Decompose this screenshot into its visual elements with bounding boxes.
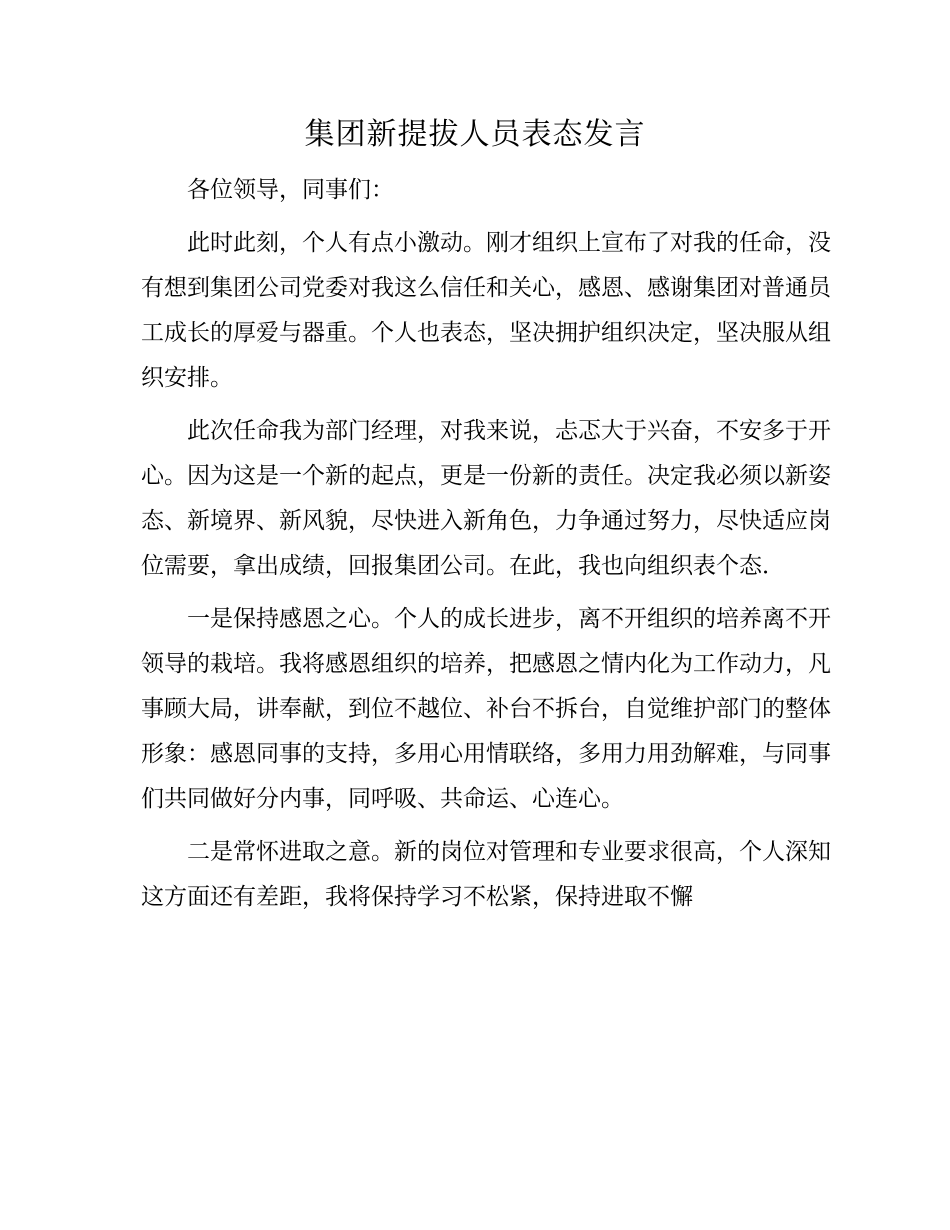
document-body bbox=[141, 168, 831, 928]
salutation: 各位领导，同事们： bbox=[187, 177, 394, 203]
document-title: 集团新提拔人员表态发言 bbox=[304, 117, 646, 152]
paragraph-4: 二是常怀进取之意。新的岗位对管理和专业要求很高，个人深知这方面还有差距，我将保持学习不松紧，保持进取不懈 bbox=[141, 839, 831, 910]
paragraph-2: 此次任命我为部门经理，对我来说，忐忑大于兴奋，不安多于开心。因为这是一个新的起点，更是一份新的责任。决定我必须以新姿态、新境界、新风貌，尽快进入新角色，力争通过努力，尽快适应岗位需要，拿出成绩，回报集团公司。在此，我也向组织表个态． bbox=[141, 418, 831, 579]
paragraph-1: 此时此刻，个人有点小激动。刚才组织上宣布了对我的任命，没有想到集团公司党委对我这么信任和关心，感恩、感谢集团对普通员工成长的厚爱与器重。个人也表态，坚决拥护组织决定，坚决服从组织安排。 bbox=[141, 230, 831, 391]
paragraph-3: 一是保持感恩之心。个人的成长进步，离不开组织的培养离不开领导的栽培。我将感恩组织的培养，把感恩之情内化为工作动力，凡事顾大局，讲奉献，到位不越位、补台不拆台，自觉维护部门的整体形象：感恩同事的支持，多用心用情联络，多用力用劲解难，与同事们共同做好分内事，同呼吸、共命运、心连心。 bbox=[141, 606, 831, 812]
